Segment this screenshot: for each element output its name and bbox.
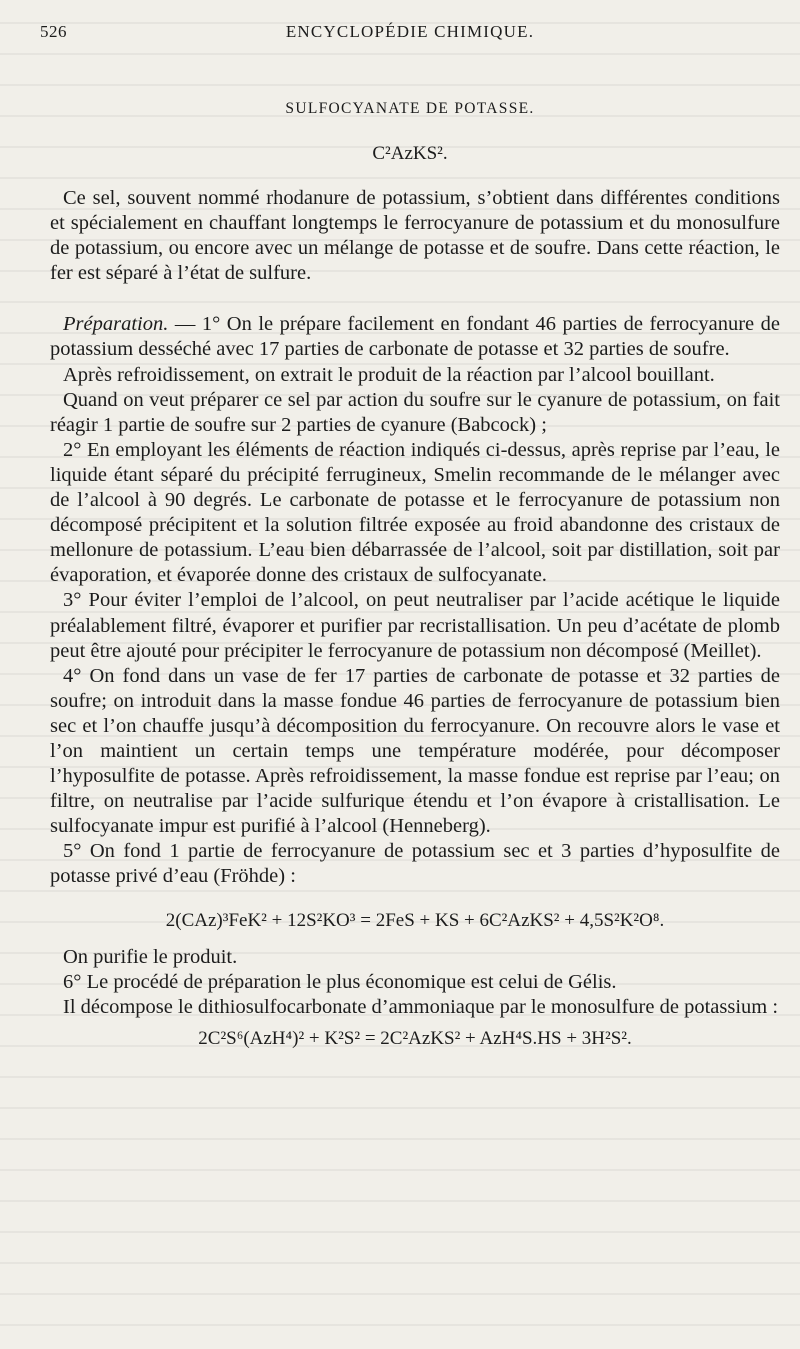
preparation-paragraph-3: 3° Pour éviter l’emploi de l’alcool, on peut neutraliser par l’acide acétique le liquide préalablement filtré, évaporer et purifier par recristallisation. Un peu d’acétate de plomb peut être ajouté pour précipiter le ferrocyanure de potassium non décomposé (Meillet). [50, 589, 780, 662]
preparation-paragraph-6b: Il décompose le dithiosulfocarbonate d’ammoniaque par le monosulfure de potassium : [63, 995, 779, 1018]
intro-paragraph: Ce sel, souvent nommé rhodanure de potassium, s’obtient dans différentes conditions et spécialement en chauffant longtemps le ferrocyanure de potassium et du monosulfure de potassium, ou encore avec un mélange de potasse et de soufre. Dans cette réaction, le fer est séparé à l’état de sulfure. [50, 187, 780, 285]
preparation-label: Préparation. [63, 313, 169, 336]
equation-fronde: 2(CAz)³FeK² + 12S²KO³ = 2FeS + KS + 6C²AzKS² + 4,5S²K²O⁸. [165, 909, 665, 931]
page-number: 526 [40, 22, 67, 41]
article-body [50, 186, 780, 1051]
equation-gelis: 2C²S⁶(AzH⁴)² + K²S² = 2C²AzKS² + AzH⁴S.HS + 3H²S². [198, 1027, 632, 1049]
preparation-paragraph-1b: Après refroidissement, on extrait le produit de la réaction par l’alcool bouillant. [63, 363, 715, 386]
page-header [40, 22, 780, 46]
preparation-paragraph-6: 6° Le procédé de préparation le plus économique est celui de Gélis. [63, 970, 617, 993]
preparation-paragraph-5b: On purifie le produit. [63, 945, 238, 968]
preparation-1-text: — 1° On le prépare facilement en fondant 46 parties de ferrocyanure de potassium desséché avec 17 parties de carbonate de potasse et 32 parties de soufre. [50, 313, 780, 361]
preparation-paragraph-4: 4° On fond dans un vase de fer 17 parties de carbonate de potasse et 32 parties de soufre; on introduit dans la masse fondue 46 parties de ferrocyanure de potassium bien sec et l’on chauffe jusqu’à décomposition du ferrocyanure. On recouvre alors le vase et l’on maintient un certain temps une température modérée, pour décomposer l’hyposulfite de potasse. Après refroidissement, la masse fondue est reprise par l’eau; on filtre, on neutralise par l’acide sulfurique étendu et l’on évapore à cristallisation. Le sulfocyanate impur est purifié à l’alcool (Henneberg). [50, 664, 780, 838]
running-title: ENCYCLOPÉDIE CHIMIQUE. [285, 22, 535, 41]
preparation-paragraph-2: 2° En employant les éléments de réaction indiqués ci-dessus, après reprise par l’eau, le liquide étant séparé du précipité ferrugineux, Smelin recommande de le mélanger avec de l’alcool à 90 degrés. Le carbonate de potasse et le ferrocyanure de potassium non décomposé précipitent et la solution filtrée exposée au froid abandonne des cristaux de mellonure de potassium. L’eau bien débarrassée de l’alcool, soit par distillation, soit par évaporation, et évaporée donne des cristaux de sulfocyanate. [50, 438, 780, 587]
preparation-paragraph-1 [50, 312, 780, 362]
section-formula: C²AzKS². [372, 143, 448, 164]
section-title: SULFOCYANATE DE POTASSE. [285, 100, 535, 117]
preparation-paragraph-5: 5° On fond 1 partie de ferrocyanure de potassium sec et 3 parties d’hyposulfite de potasse privé d’eau (Fröhde) : [50, 840, 780, 888]
preparation-paragraph-1c: Quand on veut préparer ce sel par action du soufre sur le cyanure de potassium, on fait réagir 1 partie de soufre sur 2 parties de cyanure (Babcock) ; [50, 388, 780, 436]
